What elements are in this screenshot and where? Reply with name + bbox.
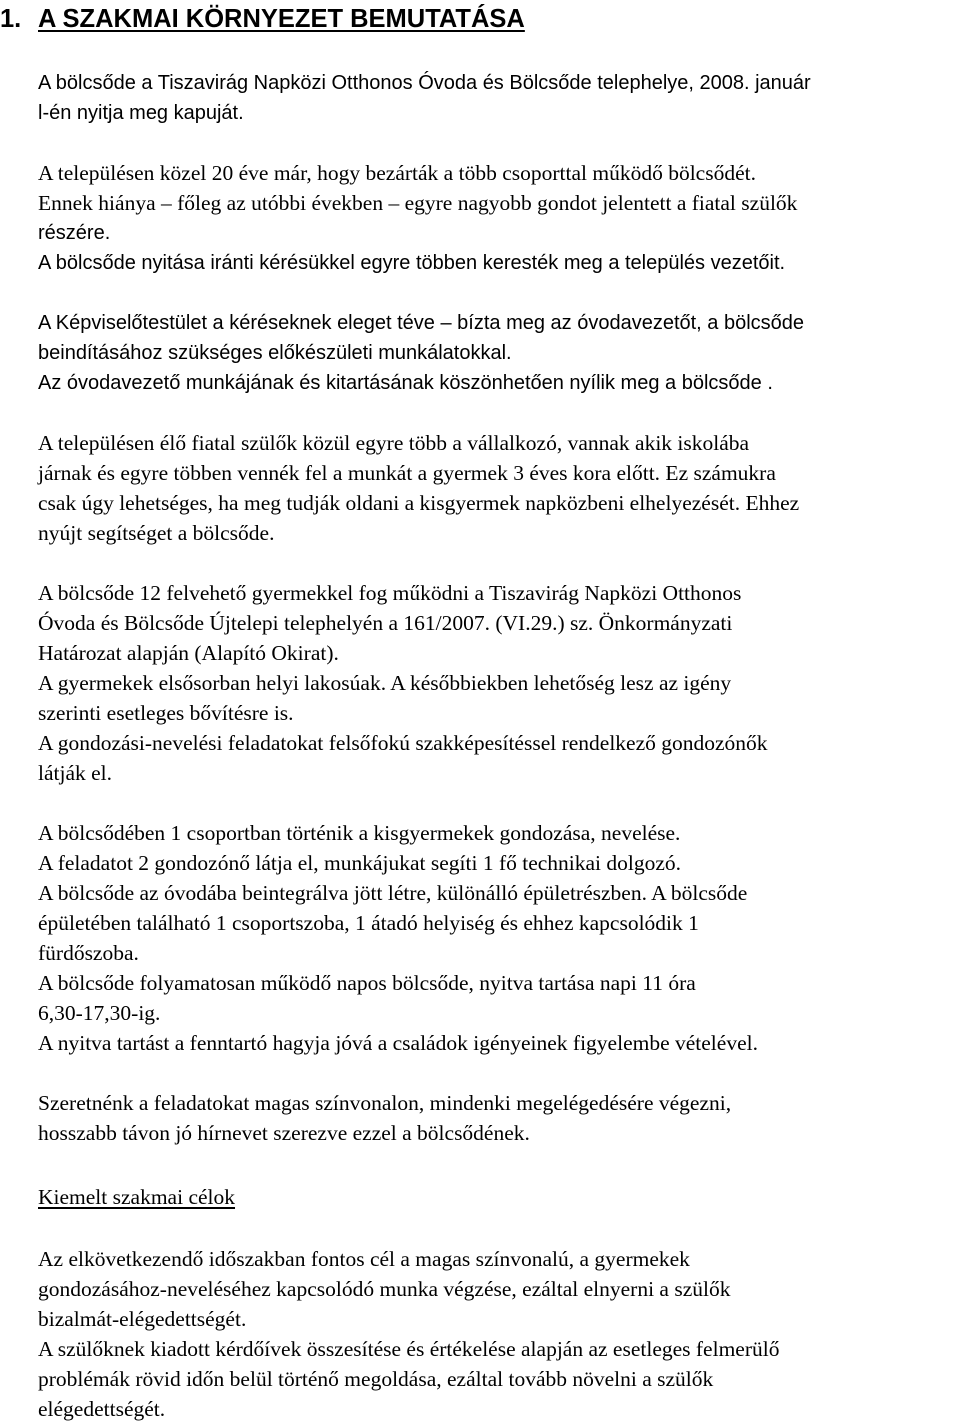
paragraph-line: A bölcsőde 12 felvehető gyermekkel fog működni a Tiszavirág Napközi Otthonos: [38, 581, 742, 605]
paragraph-line: A gondozási-nevelési feladatokat felsőfokú szakképesítéssel rendelkező gondozónők: [38, 731, 768, 755]
paragraph-line: járnak és egyre többen vennék fel a munkát a gyermek 3 éves kora előtt. Ez számukra: [38, 461, 776, 485]
paragraph-line: elégedettségét.: [38, 1397, 166, 1421]
paragraph-line: A bölcsőde a Tiszavirág Napközi Otthonos Óvoda és Bölcsőde telephelye, 2008. január: [38, 72, 811, 94]
paragraph-line: A településen élő fiatal szülők közül egyre több a vállalkozó, vannak akik iskolába: [38, 431, 750, 455]
paragraph-line: A bölcsődében 1 csoportban történik a kisgyermekek gondozása, nevelése.: [38, 821, 681, 845]
section-title: A SZAKMAI KÖRNYEZET BEMUTATÁSA: [38, 5, 525, 33]
paragraph-line: hosszabb távon jó hírnevet szerezve ezzel a bölcsődének.: [38, 1121, 530, 1145]
paragraph-line: problémák rövid időn belül történő megoldása, ezáltal tovább növelni a szülők: [38, 1367, 714, 1391]
paragraph-line: 6,30-17,30-ig.: [38, 1001, 161, 1025]
paragraph-line: l-én nyitja meg kapuját.: [38, 102, 244, 124]
paragraph-line: Határozat alapján (Alapító Okirat).: [38, 641, 339, 665]
paragraph-line: gondozásához-neveléséhez kapcsolódó munka végzése, ezáltal elnyerni a szülők: [38, 1277, 731, 1301]
paragraph-line: A gyermekek elsősorban helyi lakosúak. A későbbiekben lehetőség lesz az igény: [38, 671, 732, 695]
paragraph-line: A feladatot 2 gondozónő látja el, munkájukat segíti 1 fő technikai dolgozó.: [38, 851, 682, 875]
paragraph-line: Az óvodavezető munkájának és kitartásának köszönhetően nyílik meg a bölcsőde .: [38, 372, 773, 394]
paragraph-line: A bölcsőde nyitása iránti kérésükkel egyre többen keresték meg a település vezetőit.: [38, 252, 786, 274]
paragraph-line: Az elkövetkezendő időszakban fontos cél a magas színvonalú, a gyermekek: [38, 1247, 690, 1271]
paragraph-line: A bölcsőde folyamatosan működő napos bölcsőde, nyitva tartása napi 11 óra: [38, 971, 696, 995]
paragraph-line: A nyitva tartást a fenntartó hagyja jóvá a családok igényeinek figyelembe vételével.: [38, 1031, 758, 1055]
paragraph-line: látják el.: [38, 761, 113, 785]
paragraph-line: részére.: [38, 222, 111, 244]
paragraph-line: fürdőszoba.: [38, 941, 139, 965]
paragraph-line: épületében található 1 csoportszoba, 1 átadó helyiség és ehhez kapcsolódik 1: [38, 911, 699, 935]
paragraph-line: Szeretnénk a feladatokat magas színvonalon, mindenki megelégedésére végezni,: [38, 1091, 732, 1115]
section-number: 1.: [0, 5, 22, 33]
section-heading: [0, 0, 525, 38]
paragraph-line: bizalmát-elégedettségét.: [38, 1307, 247, 1331]
paragraph-line: csak úgy lehetséges, ha meg tudják oldani a kisgyermek napközbeni elhelyezését. Ehhez: [38, 491, 800, 515]
paragraph-line: nyújt segítséget a bölcsőde.: [38, 521, 275, 545]
paragraph-line: szerinti esetleges bővítésre is.: [38, 701, 294, 725]
paragraph-line: Óvoda és Bölcsőde Újtelepi telephelyén a 161/2007. (VI.29.) sz. Önkormányzati: [38, 611, 733, 635]
paragraph-line: beindításához szükséges előkészületi munkálatokkal.: [38, 342, 512, 364]
subsection-heading: Kiemelt szakmai célok: [38, 1185, 236, 1209]
paragraph-line: A Képviselőtestület a kéréseknek eleget téve – bízta meg az óvodavezetőt, a bölcsőde: [38, 312, 805, 334]
paragraph-line: A településen közel 20 éve már, hogy bezárták a több csoporttal működő bölcsődét.: [38, 161, 756, 185]
paragraph-line: A szülőknek kiadott kérdőívek összesítése és értékelése alapján az esetleges felmerülő: [38, 1337, 780, 1361]
paragraph-line: Ennek hiánya – főleg az utóbbi években – egyre nagyobb gondot jelentett a fiatal szülők: [38, 191, 798, 215]
paragraph-line: A bölcsőde az óvodába beintegrálva jött létre, különálló épületrészben. A bölcsőde: [38, 881, 748, 905]
